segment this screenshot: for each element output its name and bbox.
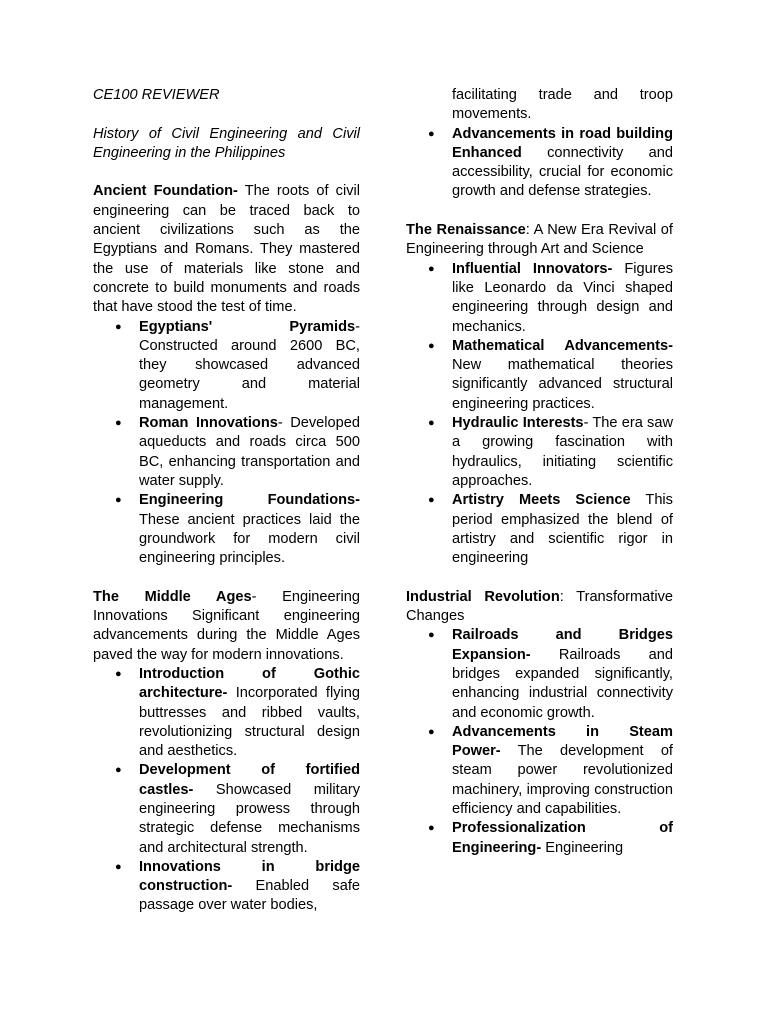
- bullet-bold: Artistry Meets Science: [452, 492, 631, 509]
- list-item: [139, 858, 360, 916]
- ancient-list: [93, 318, 360, 569]
- industrial-list: [406, 626, 673, 858]
- list-item: [139, 414, 360, 491]
- bullet-bold: Hydraulic Interests: [452, 415, 584, 432]
- bullet-text: These ancient practices laid the groundwork for modern civil engineering principles.: [139, 511, 360, 567]
- bullet-bold: Advancements in road building Enhanced: [452, 125, 673, 161]
- left-column: [93, 86, 360, 916]
- list-item: [452, 414, 673, 491]
- bullet-text: New mathematical theories significantly advanced structural engineering practices.: [452, 357, 673, 412]
- list-item: [452, 819, 673, 858]
- list-item: [139, 761, 360, 857]
- list-item: [139, 491, 360, 568]
- list-item: [452, 626, 673, 722]
- middle-list: [93, 665, 360, 916]
- middle-heading: The Middle Ages: [93, 588, 252, 605]
- bullet-text: Enabled safe passage over water bodies,: [139, 878, 360, 914]
- ancient-intro: [93, 182, 360, 317]
- bullet-bold: Roman Innovations: [139, 415, 278, 432]
- bullet-text: - Developed aqueducts and roads circa 500 BC, enhancing transportation and water supply.: [139, 415, 360, 489]
- industrial-heading: Industrial Revolution: [406, 588, 560, 605]
- list-item: [452, 125, 673, 202]
- list-item: [452, 723, 673, 819]
- bullet-text: connectivity and accessibility, crucial for economic growth and defense strategies.: [452, 144, 673, 200]
- bullet-bold: Mathematical Advancements-: [452, 337, 673, 354]
- bullet-text: Showcased military engineering prowess through strategic defense mechanisms and architectural strength.: [139, 781, 360, 856]
- renaissance-text: : A New Era Revival of Engineering through Art and Science: [406, 222, 673, 258]
- list-item: [139, 318, 360, 414]
- bullet-bold: Development of fortified castles-: [139, 762, 360, 798]
- middle-extra-list: [406, 125, 673, 202]
- bullet-bold: Influential Innovators-: [452, 260, 613, 277]
- renaissance-heading: The Renaissance: [406, 222, 526, 239]
- list-item: [452, 260, 673, 337]
- bullet-text: Incorporated flying buttresses and ribbed vaults, revolutionizing structural design and aesthetics.: [139, 685, 360, 760]
- list-item: [452, 337, 673, 414]
- middle-intro: [93, 588, 360, 665]
- bullet-text: This period emphasized the blend of artistry and scientific rigor in engineering: [452, 492, 673, 567]
- renaissance-intro: [406, 221, 673, 260]
- right-column: [406, 86, 673, 858]
- bullet-text: The development of steam power revolutionized machinery, improving construction efficiency and capabilities.: [452, 743, 673, 817]
- bullet-continuation: facilitating trade and troop movements.: [452, 87, 673, 123]
- renaissance-list: [406, 260, 673, 569]
- ancient-heading: Ancient Foundation-: [93, 183, 238, 200]
- bullet-bold: Egyptians' Pyramids: [139, 318, 356, 335]
- bullet-bold: Advancements in Steam Power-: [452, 723, 673, 760]
- bullet-text: - The era saw a growing fascination with hydraulics, initiating scientific approaches.: [452, 415, 673, 489]
- ancient-text: The roots of civil engineering can be traced back to ancient civilizations such as the Egyptians and Romans. They mastered the use of materials like stone and concrete to build monuments and roads that have stood the test of time.: [93, 183, 360, 316]
- document-subtitle: History of Civil Engineering and Civil Engineering in the Philippines: [93, 125, 360, 161]
- bullet-text: Railroads and bridges expanded significantly, enhancing industrial connectivity and economic growth.: [452, 646, 673, 721]
- bullet-bold: Railroads and Bridges Expansion-: [452, 627, 673, 663]
- bullet-text: -Constructed around 2600 BC, they showcased advanced geometry and material management.: [139, 318, 360, 412]
- bullet-bold: Introduction of Gothic architecture-: [139, 665, 360, 702]
- bullet-text: Figures like Leonardo da Vinci shaped engineering through design and mechanics.: [452, 260, 673, 335]
- list-item: [452, 491, 673, 568]
- bullet-text: Engineering: [541, 839, 624, 856]
- industrial-text: : Transformative Changes: [406, 588, 673, 625]
- list-item: [139, 665, 360, 761]
- bullet-bold: Innovations in bridge construction-: [139, 858, 360, 895]
- bullet-bold: Engineering Foundations-: [139, 492, 360, 509]
- industrial-intro: [406, 588, 673, 627]
- middle-text: - Engineering Innovations Significant engineering advancements during the Middle Ages paved the way for modern innovations.: [93, 588, 360, 663]
- document-title: CE100 REVIEWER: [93, 87, 220, 103]
- bullet-bold: Professionalization of Engineering-: [452, 820, 673, 856]
